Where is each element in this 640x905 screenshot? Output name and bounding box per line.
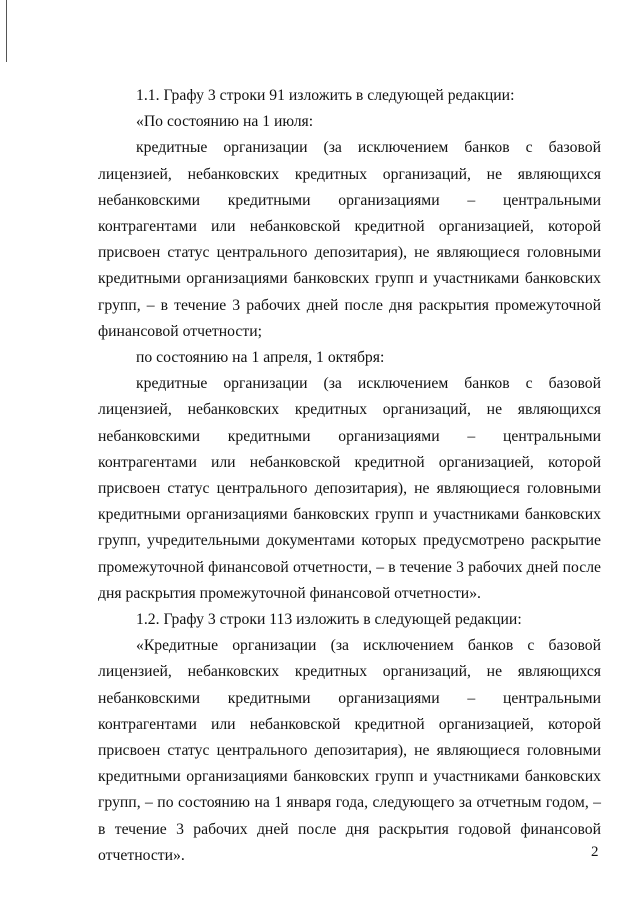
document-page [98,83,601,869]
page-number: 2 [591,844,599,860]
clause-1-1-heading: 1.1. Графу 3 строки 91 изложить в следующей редакции: [136,87,515,104]
paragraph-credit-orgs-july: кредитные организации (за исключением банков с базовой лицензией, небанковских кредитных организаций, не являющихся небанковскими кредитными организациями – центральными контрагентами или небанковской кредитной организацией, которой присвоен статус центрального депозитария), не являющиеся головными кредитными организациями банковских групп и участниками банковских групп, – в течение 3 рабочих дней после дня раскрытия промежуточной финансовой отчетности; [98,139,601,340]
clause-1-2-heading: 1.2. Графу 3 строки 113 изложить в следующей редакции: [136,611,522,629]
paragraph-credit-orgs-april-october: кредитные организации (за исключением банков с базовой лицензией, небанковских кредитных организаций, не являющихся небанковскими кредитными организациями – центральными контрагентами или небанковской кредитной организацией, которой присвоен статус центрального депозитария), не являющиеся головными кредитными организациями банковских групп и участниками банковских групп, учредительными документами которых предусмотрено раскрытие промежуточной финансовой отчетности, – в течение 3 рабочих дней после дня раскрытия промежуточной финансовой отчетности». [98,375,601,602]
binding-margin-line [6,0,7,62]
paragraph-as-of-april-october: по состоянию на 1 апреля, 1 октября: [136,349,385,367]
paragraph-credit-orgs-annual: «Кредитные организации (за исключением банков с базовой лицензией, небанковских кредитных организаций, не являющихся небанковскими кредитными организациями – центральными контрагентами или небанковской кредитной организацией, которой присвоен статус центрального депозитария), не являющиеся головными кредитными организациями банковских групп и участниками банковских групп, – по состоянию на 1 января года, следующего за отчетным годом, – в течение 3 рабочих дней после дня раскрытия годовой финансовой отчетности». [98,637,601,864]
quote-as-of-july: «По состоянию на 1 июля: [136,113,314,131]
